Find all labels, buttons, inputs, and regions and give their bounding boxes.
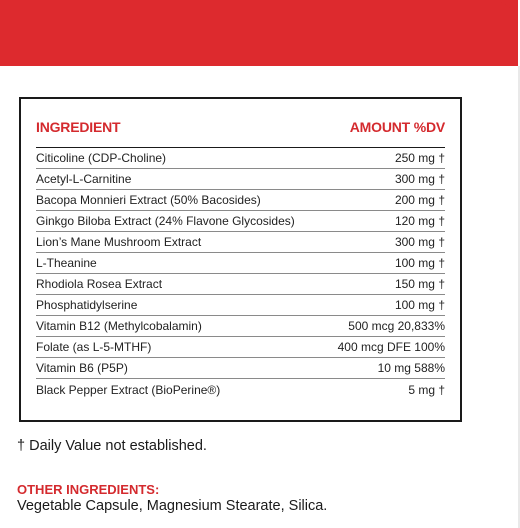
table-row xyxy=(36,379,445,400)
ingredient-amount: 100 mg † xyxy=(394,256,445,270)
ingredient-name: Rhodiola Rosea Extract xyxy=(36,277,163,291)
table-row xyxy=(36,232,445,253)
ingredient-amount: 300 mg † xyxy=(394,235,445,249)
ingredient-header: INGREDIENT xyxy=(36,119,121,135)
ingredient-amount: 200 mg † xyxy=(394,193,445,207)
table-header xyxy=(36,117,445,137)
table-row xyxy=(36,148,445,169)
daily-value-footnote: † Daily Value not established. xyxy=(17,438,207,454)
other-ingredients-text: Vegetable Capsule, Magnesium Stearate, Silica. xyxy=(17,498,328,514)
ingredient-amount: 250 mg † xyxy=(394,151,445,165)
ingredient-name: Lion’s Mane Mushroom Extract xyxy=(36,235,202,249)
table-row xyxy=(36,253,445,274)
ingredient-amount: 150 mg † xyxy=(394,277,445,291)
table-row xyxy=(36,169,445,190)
ingredient-table xyxy=(36,147,445,400)
ingredient-name: Citicoline (CDP-Choline) xyxy=(36,151,167,165)
banner-corner xyxy=(488,0,518,66)
ingredient-name: Ginkgo Biloba Extract (24% Flavone Glycosides) xyxy=(36,214,295,228)
table-row xyxy=(36,190,445,211)
ingredient-amount: 400 mcg DFE 100% xyxy=(337,340,445,354)
ingredient-amount: 300 mg † xyxy=(394,172,445,186)
ingredient-name: L-Theanine xyxy=(36,256,97,270)
ingredient-name: Acetyl-L-Carnitine xyxy=(36,172,132,186)
amount-header: AMOUNT %DV xyxy=(349,119,445,135)
ingredient-name: Phosphatidylserine xyxy=(36,298,138,312)
ingredient-amount: 10 mg 588% xyxy=(377,361,445,375)
table-row xyxy=(36,274,445,295)
ingredient-amount: 5 mg † xyxy=(408,382,445,397)
ingredient-amount: 100 mg † xyxy=(394,298,445,312)
ingredient-name: Black Pepper Extract (BioPerine®) xyxy=(36,382,221,397)
ingredient-name: Folate (as L-5-MTHF) xyxy=(36,340,152,354)
ingredient-name: Vitamin B12 (Methylcobalamin) xyxy=(36,319,202,333)
ingredient-amount: 120 mg † xyxy=(394,214,445,228)
table-row xyxy=(36,211,445,232)
table-row xyxy=(36,337,445,358)
table-row xyxy=(36,316,445,337)
top-banner xyxy=(0,0,518,66)
ingredient-name: Vitamin B6 (P5P) xyxy=(36,361,128,375)
table-row xyxy=(36,295,445,316)
supplement-facts-panel xyxy=(19,97,462,422)
ingredient-amount: 500 mcg 20,833% xyxy=(348,319,445,333)
table-row xyxy=(36,358,445,379)
ingredient-name: Bacopa Monnieri Extract (50% Bacosides) xyxy=(36,193,261,207)
other-ingredients-heading: OTHER INGREDIENTS: xyxy=(17,482,160,497)
